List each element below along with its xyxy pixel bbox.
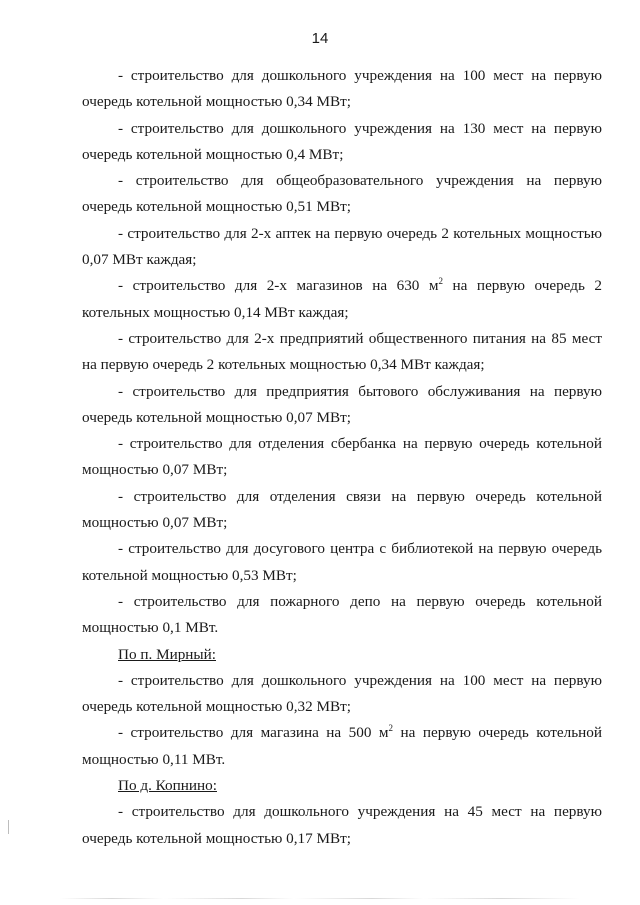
list-item: - строительство для общеобразовательного учреждения на первую очередь котельной мощностью 0,51 МВт; — [82, 172, 602, 216]
section-heading: По д. Копнино: — [118, 777, 217, 795]
list-item: - строительство для дошкольного учреждения на 45 мест на первую очередь котельной мощностью 0,17 МВт; — [82, 803, 602, 847]
list-item — [82, 720, 602, 773]
list-item: - строительство для 2-х аптек на первую очередь 2 котельных мощностью 0,07 МВт каждая; — [82, 224, 602, 269]
scan-mark — [8, 820, 9, 834]
list-item-text: - строительство для магазина на 500 м — [118, 724, 389, 742]
superscript: 2 — [438, 276, 444, 287]
section-heading: По п. Мирный: — [118, 645, 216, 663]
list-item: - строительство для дошкольного учреждения на 130 мест на первую очередь котельной мощностью 0,4 МВт; — [82, 119, 602, 163]
superscript: 2 — [388, 723, 394, 734]
scan-artifact — [60, 898, 580, 899]
list-item: - строительство для досугового центра с библиотекой на первую очередь котельной мощностью 0,53 МВт; — [82, 540, 602, 584]
list-item-text: на первую очередь 2 котельных мощностью 0,14 МВт каждая; — [82, 277, 602, 321]
list-item: - строительство для дошкольного учреждения на 100 мест на первую очередь котельной мощностью 0,34 МВт; — [82, 67, 602, 111]
list-item — [82, 273, 602, 326]
list-item: - строительство для предприятия бытового обслуживания на первую очередь котельной мощностью 0,07 МВт; — [82, 382, 602, 426]
list-item: - строительство для 2-х предприятий общественного питания на 85 мест на первую очередь 2 котельных мощностью 0,34 МВт каждая; — [82, 329, 602, 374]
list-item: - строительство для дошкольного учреждения на 100 мест на первую очередь котельной мощностью 0,32 МВт; — [82, 671, 602, 716]
document-body — [82, 63, 602, 852]
list-item: - строительство для отделения сбербанка на первую очередь котельной мощностью 0,07 МВт; — [82, 435, 602, 479]
page-number: 14 — [311, 30, 329, 47]
list-item-text: - строительство для 2-х магазинов на 630 м — [118, 277, 439, 295]
list-item-text: на первую очередь котельной мощностью 0,11 МВт. — [82, 724, 602, 768]
list-item: - строительство для отделения связи на первую очередь котельной мощностью 0,07 МВт; — [82, 487, 602, 532]
list-item: - строительство для пожарного депо на первую очередь котельной мощностью 0,1 МВт. — [82, 592, 602, 637]
